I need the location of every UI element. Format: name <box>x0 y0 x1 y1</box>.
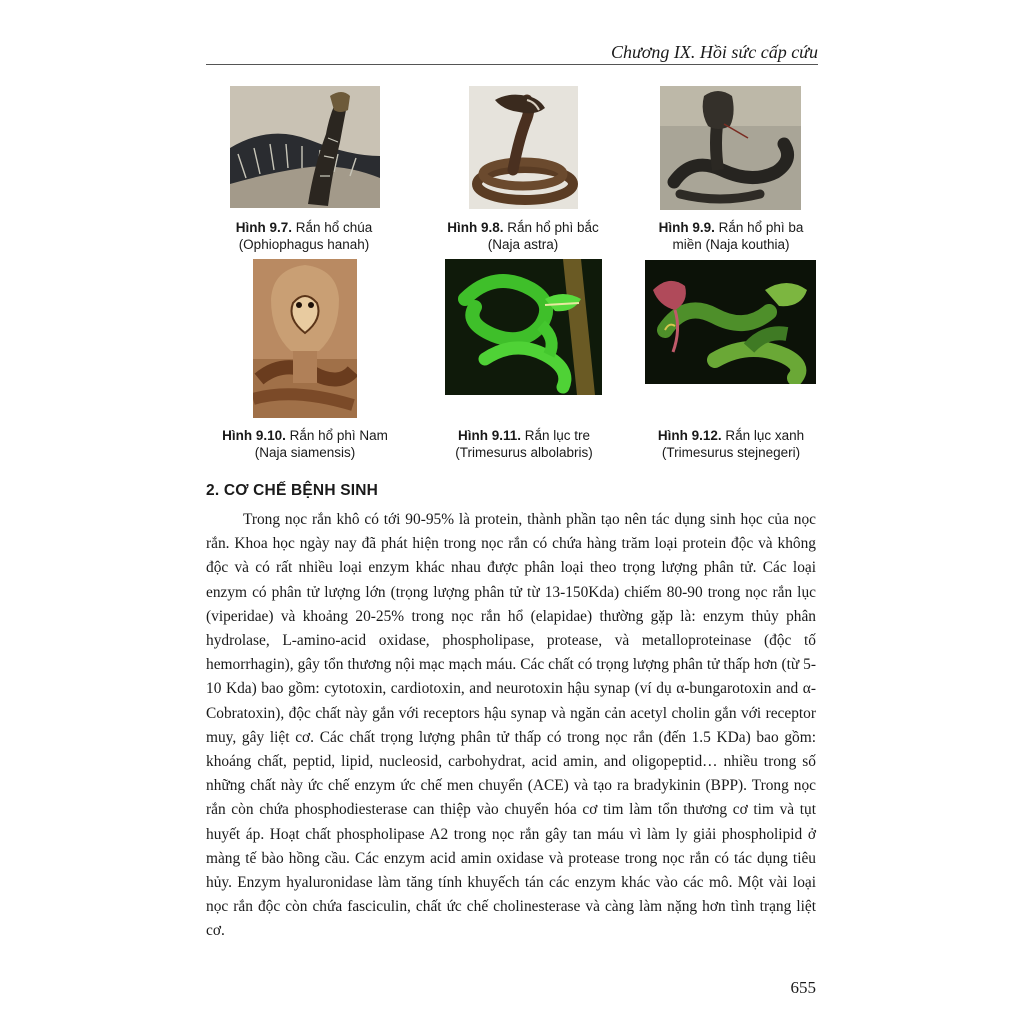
running-header: Chương IX. Hồi sức cấp cứu <box>610 42 818 62</box>
figure-caption <box>206 219 402 253</box>
figure-common-name: Rắn hổ phì Nam <box>285 428 388 443</box>
stejneger-viper-photo <box>645 260 816 384</box>
figure-common-name: Rắn hổ phì ba <box>714 220 804 235</box>
chinese-cobra-photo <box>469 86 578 209</box>
figure-label: Hình 9.8. <box>447 220 504 235</box>
figure-caption <box>640 219 822 253</box>
figure-caption <box>206 427 404 461</box>
figure-label: Hình 9.12. <box>657 428 722 443</box>
monocled-cobra-photo <box>660 86 801 210</box>
figure-label: Hình 9.9. <box>658 220 715 235</box>
figure-common-name: Rắn lục xanh <box>721 428 805 443</box>
figure-scientific-name: (Naja siamensis) <box>254 445 356 460</box>
indochinese-cobra-photo <box>253 259 357 418</box>
white-lipped-viper-photo <box>445 259 602 395</box>
figure-scientific-name: (Ophiophagus hanah) <box>238 237 370 252</box>
figure-caption <box>428 219 618 253</box>
figure-common-name: Rắn hổ chúa <box>291 220 373 235</box>
figure-label: Hình 9.10. <box>222 428 286 443</box>
header-rule <box>206 64 818 65</box>
figure-scientific-name: (Trimesurus albolabris) <box>455 445 593 460</box>
king-cobra-photo <box>230 86 380 208</box>
section-heading: 2. CƠ CHẾ BỆNH SINH <box>206 482 379 499</box>
body-paragraph: Trong nọc rắn khô có tới 90-95% là protein, thành phần tạo nên tác dụng sinh học của nọc rắn. Khoa học ngày nay đã phát hiện trong nọc rắn có chứa hàng trăm loại protein độc và không độc và có rất nhiều loại enzym khác nhau được phân loại theo trọng lượng phân tử. Các loại enzym có phân tử lượng lớn (trọng lượng phân tử từ 13-150Kda) chiếm 80-90 trong nọc rắn lục (viperidae) và khoảng 20-25% trong nọc rắn hổ (elapidae) thường gặp là: enzym thủy phân hydrolase, L-amino-acid oxidase, phospholipase, protease, và metalloproteinase (độc tố hemorrhagin), gây tổn thương nội mạc mạch máu. Các chất có trọng lượng phân tử thấp hơn (từ 5-10 Kda) bao gồm: cytotoxin, cardiotoxin, and neurotoxin hậu synap (ví dụ α-bungarotoxin and α-Cobratoxin), độc chất này gắn với receptors hậu synap và ngăn cản acetyl cholin gắn với receptor muy, gây liệt cơ. Các chất trọng lượng phân tử thấp có trong nọc rắn (đến 1.5 KDa) bao gồm: khoáng chất, peptid, lipid, nucleosid, carbohydrat, acid amin, and oligopeptid… nhiều trong số những chất này ức chế enzym ức chế men chuyển (ACE) và tạo ra bradykinin (BPP). Trong nọc rắn còn chứa phosphodiesterase can thiệp vào chuyển hóa cơ tim làm tổn thương cơ tim và tụt huyết áp. Hoạt chất phospholipase A2 trong nọc rắn gây tan máu vì làm ly giải phospholipid ở màng tế bào hồng cầu. Các enzym acid amin oxidase và protease trong nọc rắn có tác dụng tiêu hủy. Enzym hyaluronidase làm tăng tính khuyếch tán các enzym khác vào các mô. Một vài loại nọc rắn độc còn chứa fasciculin, chất ức chế cholinesterase và càng làm nặng hơn tình trạng liệt cơ. <box>206 511 816 940</box>
figure-scientific-name: miền (Naja kouthia) <box>672 237 790 252</box>
figure-common-name: Rắn lục tre <box>521 428 591 443</box>
figure-caption <box>634 427 828 461</box>
figure-scientific-name: (Naja astra) <box>487 237 559 252</box>
page-number: 655 <box>790 978 816 997</box>
figure-label: Hình 9.11. <box>457 428 521 443</box>
figure-label: Hình 9.7. <box>235 220 292 235</box>
figure-scientific-name: (Trimesurus stejnegeri) <box>661 445 801 460</box>
figure-caption <box>426 427 622 461</box>
figure-common-name: Rắn hổ phì bắc <box>503 220 599 235</box>
